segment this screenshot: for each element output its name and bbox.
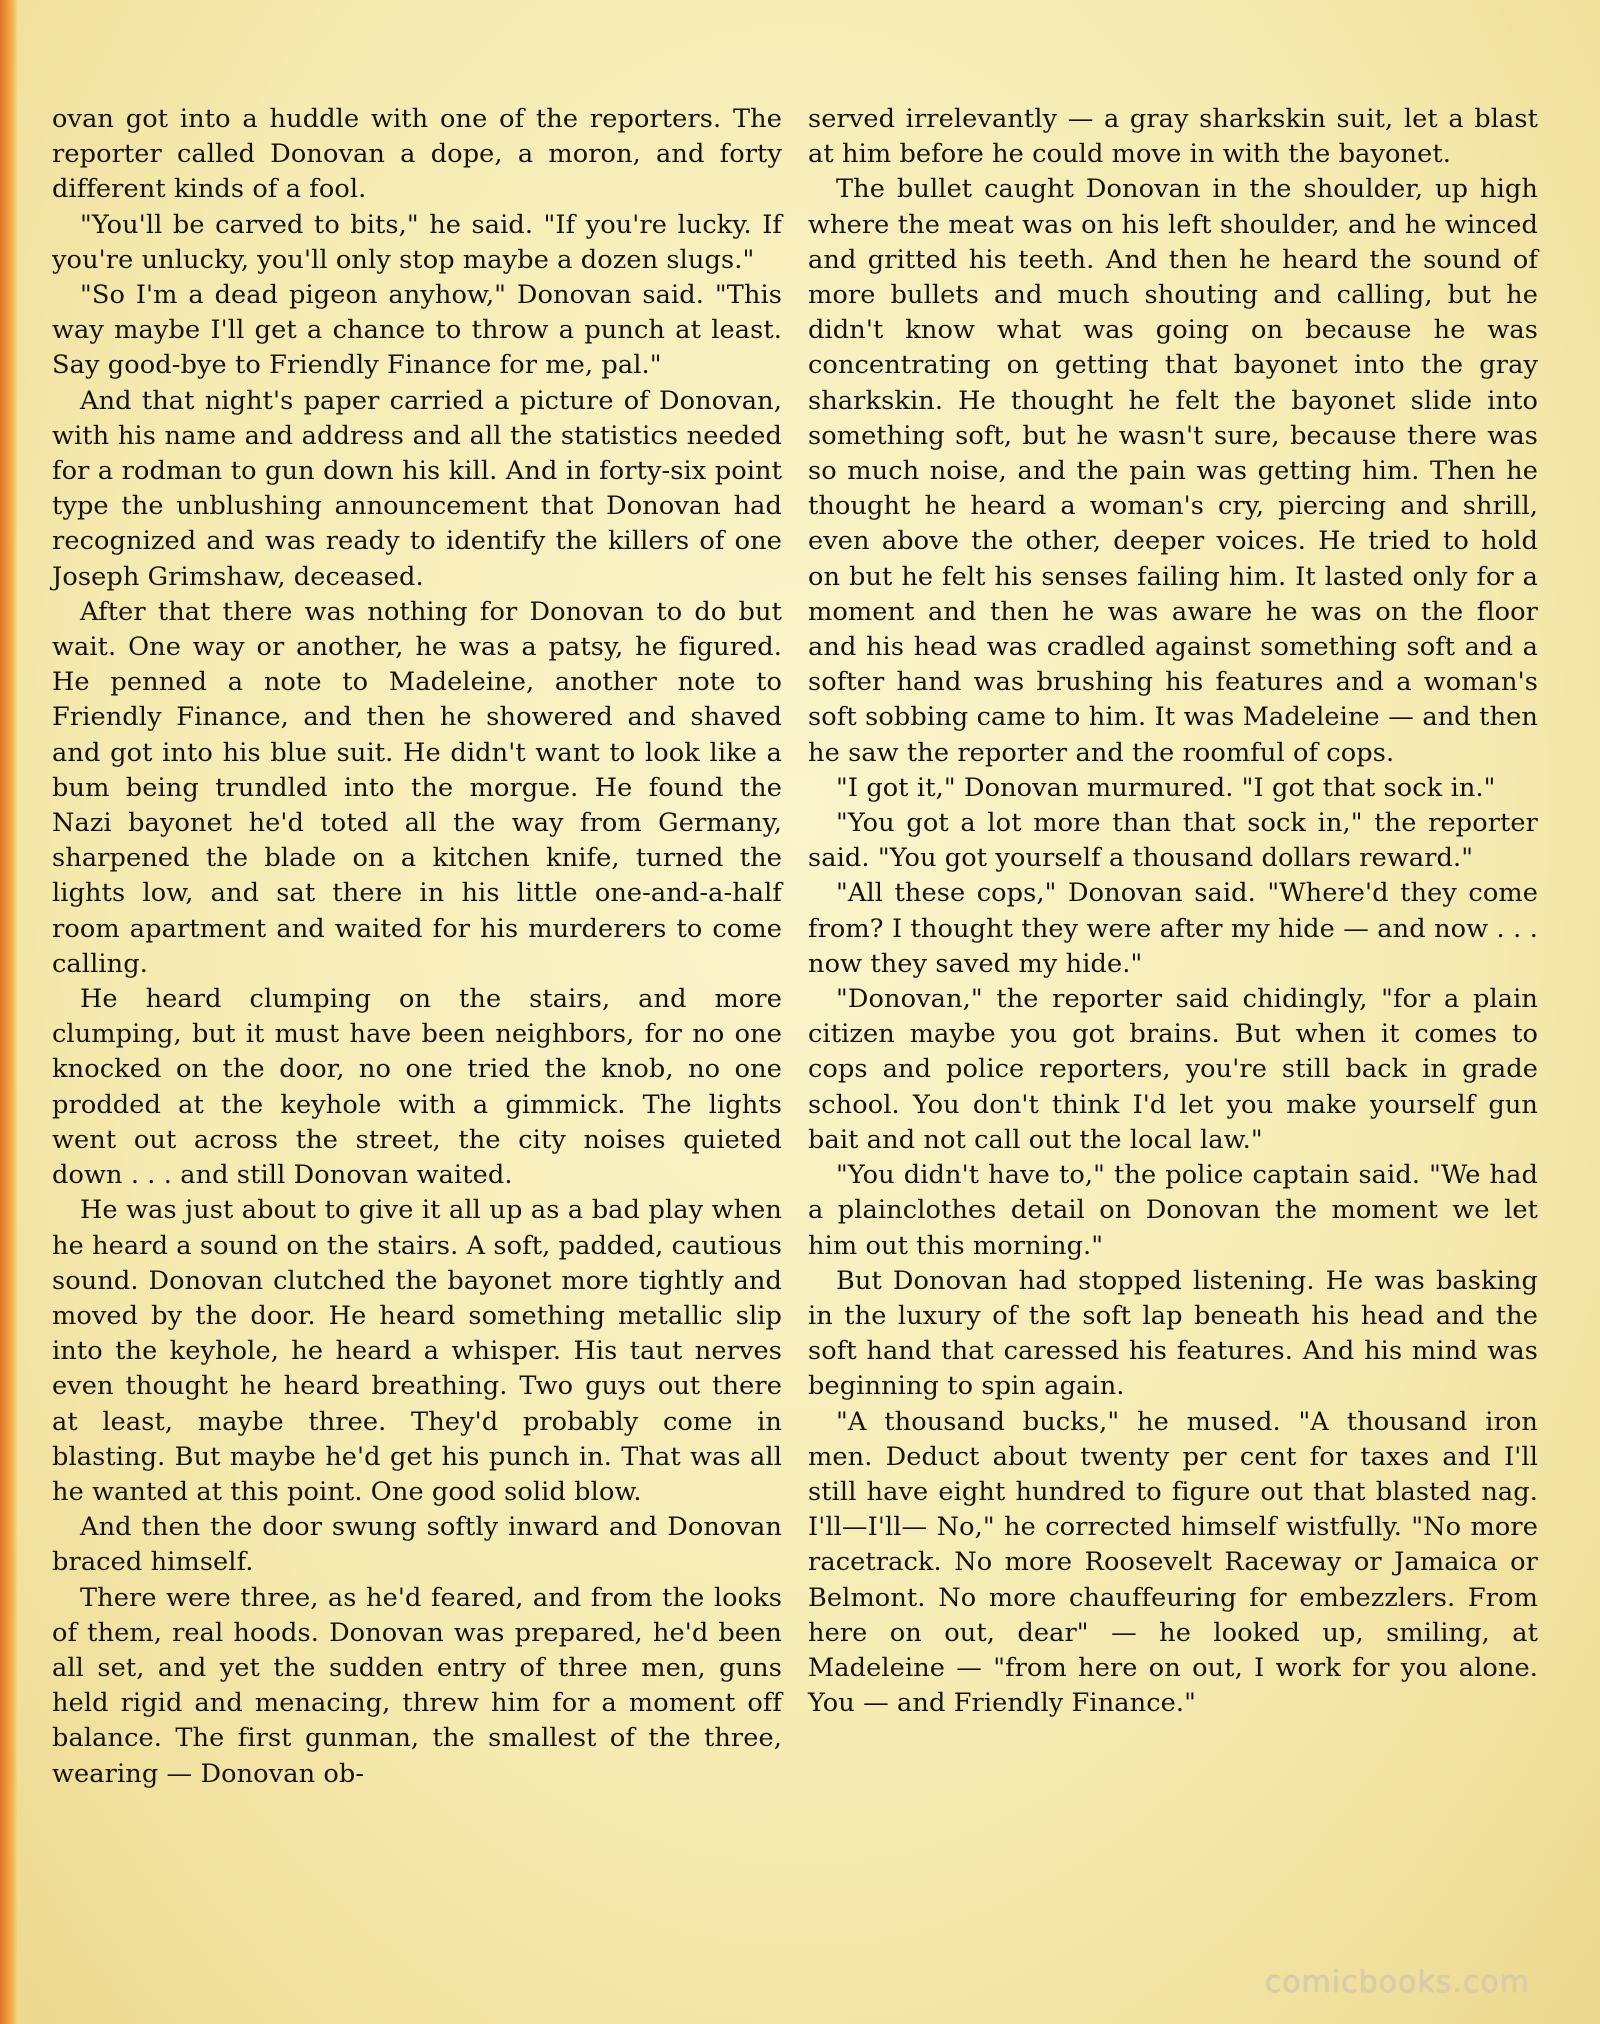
paragraph: But Donovan had stopped listening. He was basking in the luxury of the soft lap beneath his head and the soft hand that caressed his features. And his mind was beginning to spin again. — [808, 1265, 1538, 1402]
paragraph: "So I'm a dead pigeon anyhow," Donovan said. "This way maybe I'll get a chance to throw a punch at least. Say good-bye to Friendly Finance for me, pal." — [52, 280, 782, 381]
paragraph: He was just about to give it all up as a bad play when he heard a sound on the stairs. A soft, padded, cautious sound. Donovan clutched the bayonet more tightly and moved by the door. He heard something metallic slip into the keyhole, he heard a whisper. His taut nerves even thought he heard breathing. Two guys out there at least, maybe three. They'd probably come in blasting. But maybe he'd get his punch in. That was all he wanted at this point. One good solid blow. — [52, 1195, 782, 1507]
paragraph: "All these cops," Donovan said. "Where'd they come from? I thought they were after my hide — and now . . . now they saved my hide." — [808, 878, 1538, 979]
paragraph: He heard clumping on the stairs, and more clumping, but it must have been neighbors, for no one knocked on the door, no one tried the knob, no one prodded at the keyhole with a gimmick. The lights went out across the street, the city noises quieted down . . . and still Donovan waited. — [52, 984, 782, 1191]
watermark: comicbooks.com — [1264, 1965, 1530, 2000]
page-edge — [0, 0, 18, 2024]
right-column — [808, 102, 1538, 1721]
paragraph: "I got it," Donovan murmured. "I got that sock in." — [836, 772, 1496, 803]
paragraph: There were three, as he'd feared, and from the looks of them, real hoods. Donovan was prepared, he'd been all set, and yet the sudden entry of three men, guns held rigid and menacing, threw him for a moment off balance. The first gunman, the smallest of the three, wearing — Donovan ob- — [52, 1582, 782, 1789]
paragraph: "You'll be carved to bits," he said. "If you're lucky. If you're unlucky, you'll only stop maybe a dozen slugs." — [52, 209, 782, 275]
paragraph: "You didn't have to," the police captain said. "We had a plainclothes detail on Donovan the moment we let him out this morning." — [808, 1160, 1538, 1261]
paragraph: "A thousand bucks," he mused. "A thousand iron men. Deduct about twenty per cent for taxes and I'll still have eight hundred to figure out that blasted nag. I'll—I'll— No," he corrected himself wistfully. "No more racetrack. No more Roosevelt Raceway or Jamaica or Belmont. No more chauffeuring for embezzlers. From here on out, dear" — he looked up, smiling, at Madeleine — "from here on out, I work for you alone. You — and Friendly Finance." — [808, 1406, 1538, 1719]
paragraph: "Donovan," the reporter said chidingly, "for a plain citizen maybe you got brains. But when it comes to cops and police reporters, you're still back in grade school. You don't think I'd let you make yourself gun bait and not call out the local law." — [808, 984, 1538, 1155]
paragraph: "You got a lot more than that sock in," the reporter said. "You got yourself a thousand dollars reward." — [808, 808, 1538, 874]
paragraph: After that there was nothing for Donovan to do but wait. One way or another, he was a patsy, he figured. He penned a note to Madeleine, another note to Friendly Finance, and then he showered and shaved and got into his blue suit. He didn't want to look like a bum being trundled into the morgue. He found the Nazi bayonet he'd toted all the way from Germany, sharpened the blade on a kitchen knife, turned the lights low, and sat there in his little one-and-a-half room apartment and waited for his murderers to come calling. — [52, 596, 782, 979]
paragraph: And then the door swung softly inward and Donovan braced himself. — [52, 1512, 782, 1578]
paragraph: served irrelevantly — a gray sharkskin suit, let a blast at him before he could move in with the bayonet. — [808, 104, 1538, 170]
paragraph: And that night's paper carried a picture of Donovan, with his name and address and all the statistics needed for a rodman to gun down his kill. And in forty-six point type the unblushing announcement that Donovan had recognized and was ready to identify the killers of one Joseph Grimshaw, deceased. — [52, 385, 782, 592]
left-column — [52, 102, 782, 1792]
paragraph: The bullet caught Donovan in the shoulder, up high where the meat was on his left shoulder, and he winced and gritted his teeth. And then he heard the sound of more bullets and much shouting and calling, but he didn't know what was going on because he was concentrating on getting that bayonet into the gray sharkskin. He thought he felt the bayonet slide into something soft, but he wasn't sure, because there was so much noise, and the pain was getting him. Then he thought he heard a woman's cry, piercing and shrill, even above the other, deeper voices. He tried to hold on but he felt his senses failing him. It lasted only for a moment and then he was aware he was on the floor and his head was cradled against something soft and a softer hand was brushing his features and a woman's soft sobbing came to him. It was Madeleine — and then he saw the reporter and the roomful of cops. — [808, 174, 1538, 768]
paragraph: ovan got into a huddle with one of the reporters. The reporter called Donovan a dope, a moron, and forty different kinds of a fool. — [52, 104, 782, 205]
